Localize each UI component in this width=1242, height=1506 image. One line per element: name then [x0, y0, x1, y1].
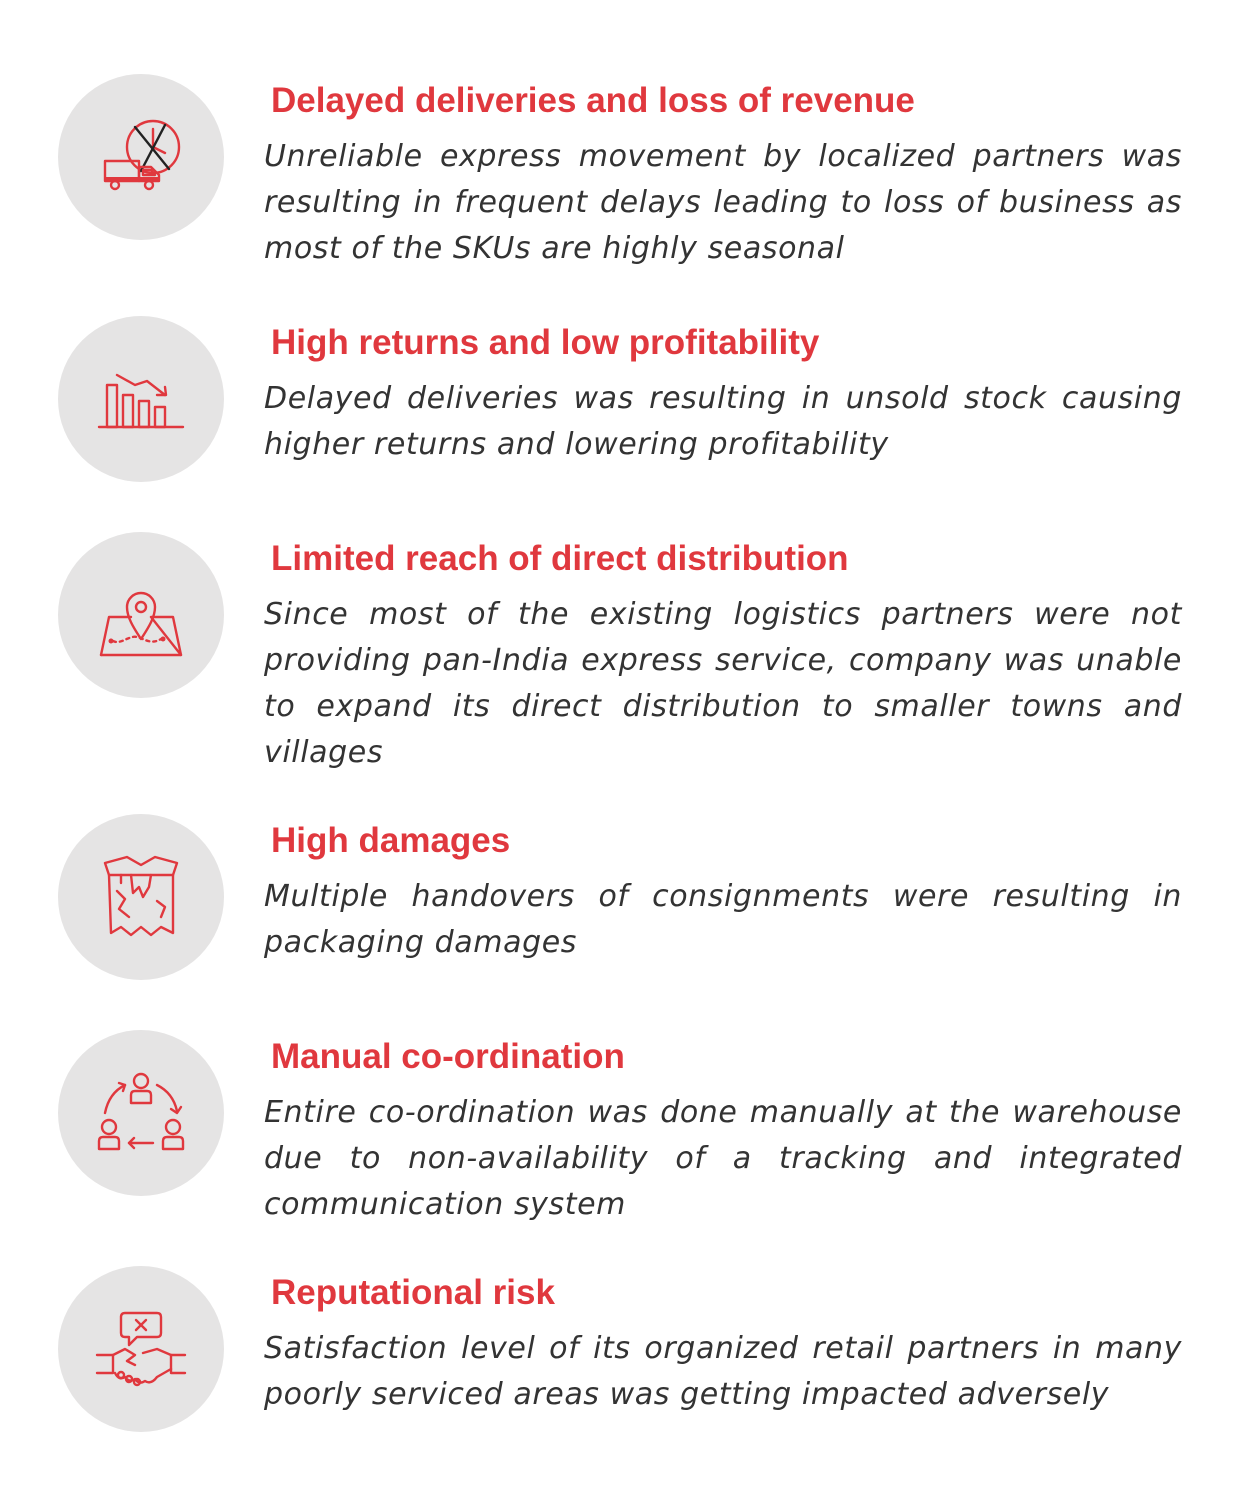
icon-circle	[58, 532, 224, 698]
handshake-warning-icon	[91, 1299, 191, 1399]
item-title: High returns and low profitability	[271, 323, 820, 362]
icon-circle	[58, 1030, 224, 1196]
map-location-pin-icon	[91, 565, 191, 665]
item-title: High damages	[271, 821, 511, 860]
item-title: Limited reach of direct distribution	[271, 539, 849, 578]
item-description: Unreliable express movement by localized partners was resulting in frequent delays leading to loss of business as most of the SKUs are highly seasonal	[264, 139, 1182, 266]
item-description: Entire co-ordination was done manually at the warehouse due to non-availability of a tracking and integrated communication system	[264, 1095, 1182, 1222]
item-description: Satisfaction level of its organized retail partners in many poorly serviced areas was getting impacted adversely	[264, 1331, 1182, 1412]
item-description: Multiple handovers of consignments were resulting in packaging damages	[264, 879, 1182, 960]
icon-circle	[58, 814, 224, 980]
damaged-box-icon	[91, 847, 191, 947]
item-title: Delayed deliveries and loss of revenue	[271, 81, 915, 120]
item-description: Since most of the existing logistics partners were not providing pan-India express service, company was unable to expand its direct distribution to smaller towns and villages	[264, 597, 1182, 770]
people-coordination-cycle-icon	[91, 1063, 191, 1163]
icon-circle	[58, 1266, 224, 1432]
icon-circle	[58, 316, 224, 482]
item-title: Reputational risk	[271, 1273, 555, 1312]
delayed-truck-clock-icon	[91, 107, 191, 207]
item-description: Delayed deliveries was resulting in unsold stock causing higher returns and lowering profitability	[264, 381, 1182, 462]
icon-circle	[58, 74, 224, 240]
declining-bar-chart-icon	[91, 349, 191, 449]
item-title: Manual co-ordination	[271, 1037, 625, 1076]
